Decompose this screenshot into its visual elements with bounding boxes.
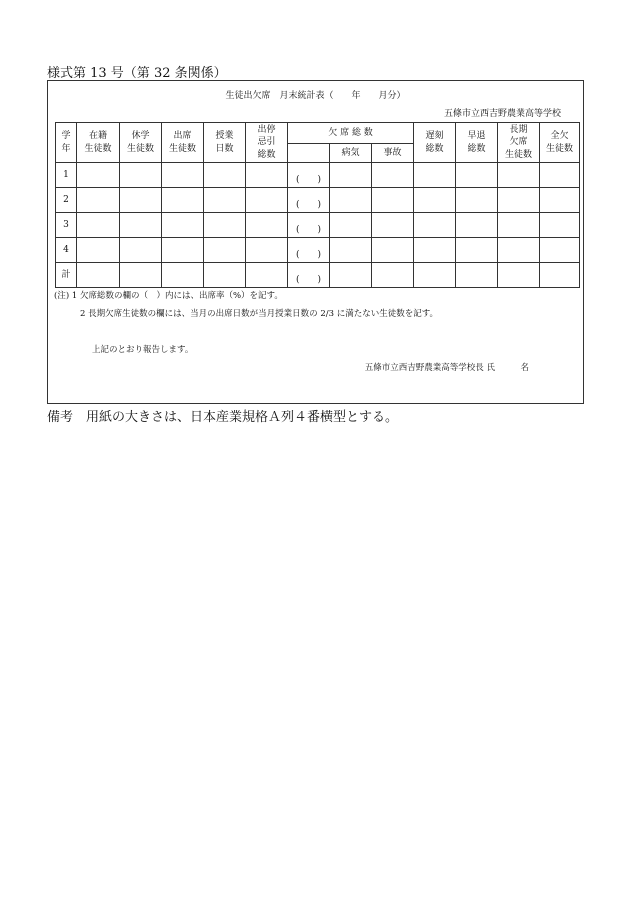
- cell[interactable]: [246, 163, 288, 188]
- note-2: 2 長期欠席生徒数の欄には、当月の出席日数が当月授業日数の 2/3 に満たない生徒数を記す。: [80, 309, 439, 319]
- cell[interactable]: [414, 263, 456, 288]
- cell[interactable]: [204, 163, 246, 188]
- cell[interactable]: [540, 188, 580, 213]
- header-enrolled: 在籍 生徒数: [77, 123, 120, 163]
- cell[interactable]: [372, 263, 414, 288]
- cell[interactable]: [204, 213, 246, 238]
- cell[interactable]: [162, 213, 204, 238]
- cell[interactable]: [330, 263, 372, 288]
- cell[interactable]: [330, 163, 372, 188]
- cell[interactable]: [77, 188, 120, 213]
- cell[interactable]: [77, 263, 120, 288]
- header-full-absence: 全欠 生徒数: [540, 123, 580, 163]
- cell[interactable]: [162, 238, 204, 263]
- cell[interactable]: [120, 163, 162, 188]
- cell[interactable]: [77, 213, 120, 238]
- paper-size-remark: 備考 用紙の大きさは、日本産業規格Ａ列４番横型とする。: [47, 410, 399, 425]
- attendance-rate-cell[interactable]: [288, 163, 330, 188]
- header-absence-total: 欠 席 総 数: [288, 123, 414, 144]
- cell[interactable]: [330, 188, 372, 213]
- report-statement: 上記のとおり報告します。: [92, 345, 194, 355]
- header-suspension: 出停 忌引 総数: [246, 123, 288, 163]
- cell[interactable]: [246, 213, 288, 238]
- cell[interactable]: [456, 238, 498, 263]
- note-1: (注) 1 欠席総数の欄の（ ）内には、出席率（%）を記す。: [54, 291, 283, 301]
- cell[interactable]: [540, 263, 580, 288]
- cell[interactable]: [372, 238, 414, 263]
- attendance-rate-brackets: ( ): [295, 224, 322, 235]
- cell[interactable]: [414, 163, 456, 188]
- cell[interactable]: [204, 238, 246, 263]
- cell[interactable]: [120, 213, 162, 238]
- cell[interactable]: [246, 263, 288, 288]
- cell[interactable]: [162, 263, 204, 288]
- cell[interactable]: [540, 213, 580, 238]
- table-row: [56, 213, 580, 238]
- cell[interactable]: [162, 163, 204, 188]
- cell[interactable]: [498, 163, 540, 188]
- attendance-rate-brackets: ( ): [295, 199, 322, 210]
- cell[interactable]: [456, 213, 498, 238]
- table-row: [56, 163, 580, 188]
- cell[interactable]: [372, 188, 414, 213]
- attendance-rate-cell[interactable]: [288, 213, 330, 238]
- cell[interactable]: [456, 163, 498, 188]
- cell[interactable]: [120, 188, 162, 213]
- header-leave: 休学 生徒数: [120, 123, 162, 163]
- row-label: 計: [56, 263, 77, 288]
- header-illness: 病気: [330, 144, 372, 163]
- cell[interactable]: [540, 163, 580, 188]
- cell[interactable]: [498, 263, 540, 288]
- form-number: 様式第 13 号（第 32 条関係）: [47, 66, 227, 81]
- header-late: 遅刻 総数: [414, 123, 456, 163]
- header-absence-blank: [288, 144, 330, 163]
- cell[interactable]: [414, 238, 456, 263]
- cell[interactable]: [540, 238, 580, 263]
- table-row: [56, 188, 580, 213]
- cell[interactable]: [246, 238, 288, 263]
- table-row: [56, 238, 580, 263]
- attendance-rate-cell[interactable]: [288, 238, 330, 263]
- cell[interactable]: [330, 238, 372, 263]
- cell[interactable]: [204, 263, 246, 288]
- cell[interactable]: [120, 263, 162, 288]
- form-title: 生徒出欠席 月末統計表（ 年 月分）: [225, 91, 406, 101]
- cell[interactable]: [456, 188, 498, 213]
- form-frame: [47, 80, 584, 404]
- row-label: 1: [56, 163, 77, 188]
- cell[interactable]: [204, 188, 246, 213]
- cell[interactable]: [77, 238, 120, 263]
- attendance-rate-cell[interactable]: [288, 188, 330, 213]
- cell[interactable]: [372, 163, 414, 188]
- header-long-absence: 長期 欠席 生徒数: [498, 123, 540, 163]
- table-row-total: [56, 263, 580, 288]
- cell[interactable]: [77, 163, 120, 188]
- attendance-rate-brackets: ( ): [295, 174, 322, 185]
- cell[interactable]: [498, 213, 540, 238]
- cell[interactable]: [456, 263, 498, 288]
- header-early-leave: 早退 総数: [456, 123, 498, 163]
- cell[interactable]: [162, 188, 204, 213]
- attendance-rate-cell[interactable]: [288, 263, 330, 288]
- header-class-days: 授業 日数: [204, 123, 246, 163]
- cell[interactable]: [414, 213, 456, 238]
- cell[interactable]: [498, 188, 540, 213]
- cell[interactable]: [120, 238, 162, 263]
- principal-signature-line: 五條市立西吉野農業高等学校長 氏 名: [364, 363, 529, 373]
- attendance-table: [55, 122, 580, 288]
- cell[interactable]: [498, 238, 540, 263]
- cell[interactable]: [372, 213, 414, 238]
- attendance-rate-brackets: ( ): [295, 274, 322, 285]
- school-name: 五條市立西吉野農業高等学校: [443, 109, 561, 119]
- header-attending: 出席 生徒数: [162, 123, 204, 163]
- cell[interactable]: [246, 188, 288, 213]
- header-accident: 事故: [372, 144, 414, 163]
- row-label: 3: [56, 213, 77, 238]
- cell[interactable]: [414, 188, 456, 213]
- header-grade: 学 年: [56, 123, 77, 163]
- cell[interactable]: [330, 213, 372, 238]
- row-label: 2: [56, 188, 77, 213]
- attendance-rate-brackets: ( ): [295, 249, 322, 260]
- row-label: 4: [56, 238, 77, 263]
